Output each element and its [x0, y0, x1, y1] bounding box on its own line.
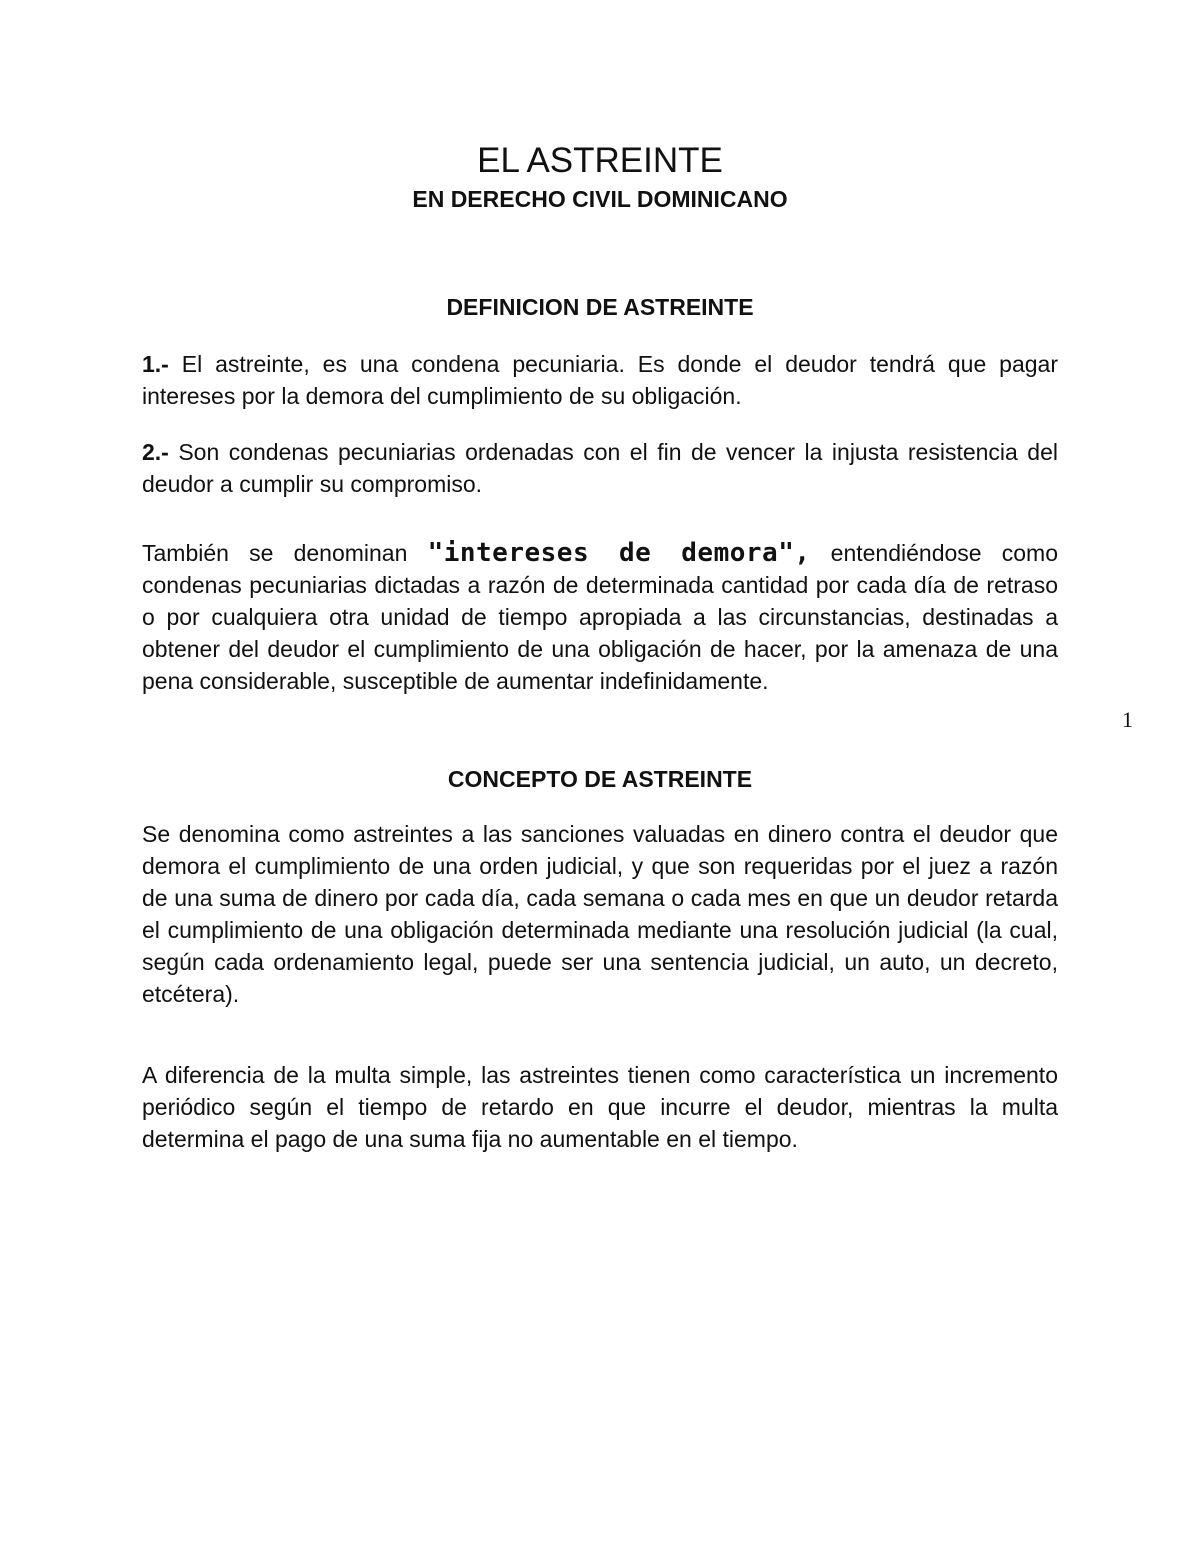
concept-paragraph-2: A diferencia de la multa simple, las astreintes tienen como característica un incremento periódico según el tiempo de retardo en que incurre el deudor, mientras la multa determina el pago de una suma fija no aumentable en el tiempo. — [142, 1062, 1058, 1152]
definition-text-2: Son condenas pecuniarias ordenadas con el fin de vencer la injusta resistencia del deudor a cumplir su compromiso. — [142, 439, 1058, 497]
document-subtitle: EN DERECHO CIVIL DOMINICANO — [412, 186, 788, 212]
section-heading-concepto: CONCEPTO DE ASTREINTE — [447, 766, 753, 792]
intereses-emphasis: "intereses de demora", — [427, 538, 811, 568]
footnote-marker: 1 — [1122, 707, 1133, 732]
section-heading-definicion: DEFINICION DE ASTREINTE — [446, 294, 754, 320]
document-title: EL ASTREINTE — [477, 141, 723, 180]
intereses-text-after: entendiéndose como condenas pecuniarias dictadas a razón de determinada cantidad por cada día de retraso o por cualquiera otra unidad de tiempo apropiada a las circunstancias, destinadas a obtener del deudor el cumplimiento de una obligación de hacer, por la amenaza de una pena considerable, susceptible de aumentar indefinidamente. — [142, 540, 1058, 694]
definition-paragraph-2 — [142, 436, 1058, 500]
concept-paragraph-1: Se denomina como astreintes a las sanciones valuadas en dinero contra el deudor que demora el cumplimiento de una orden judicial, y que son requeridas por el juez a razón de una suma de dinero por cada día, cada semana o cada mes en que un deudor retarda el cumplimiento de una obligación determinada mediante una resolución judicial (la cual, según cada ordenamiento legal, puede ser una sentencia judicial, un auto, un decreto, etcétera). — [142, 821, 1058, 1007]
definition-number-2: 2.- — [142, 439, 169, 465]
definition-number-1: 1.- — [142, 351, 169, 377]
definition-paragraph-1 — [142, 348, 1058, 412]
intereses-text-before: También se denominan — [142, 540, 428, 566]
definition-text-1: El astreinte, es una condena pecuniaria. Es donde el deudor tendrá que pagar intereses por la demora del cumplimiento de su obligación. — [142, 351, 1058, 409]
intereses-paragraph — [142, 537, 1058, 697]
